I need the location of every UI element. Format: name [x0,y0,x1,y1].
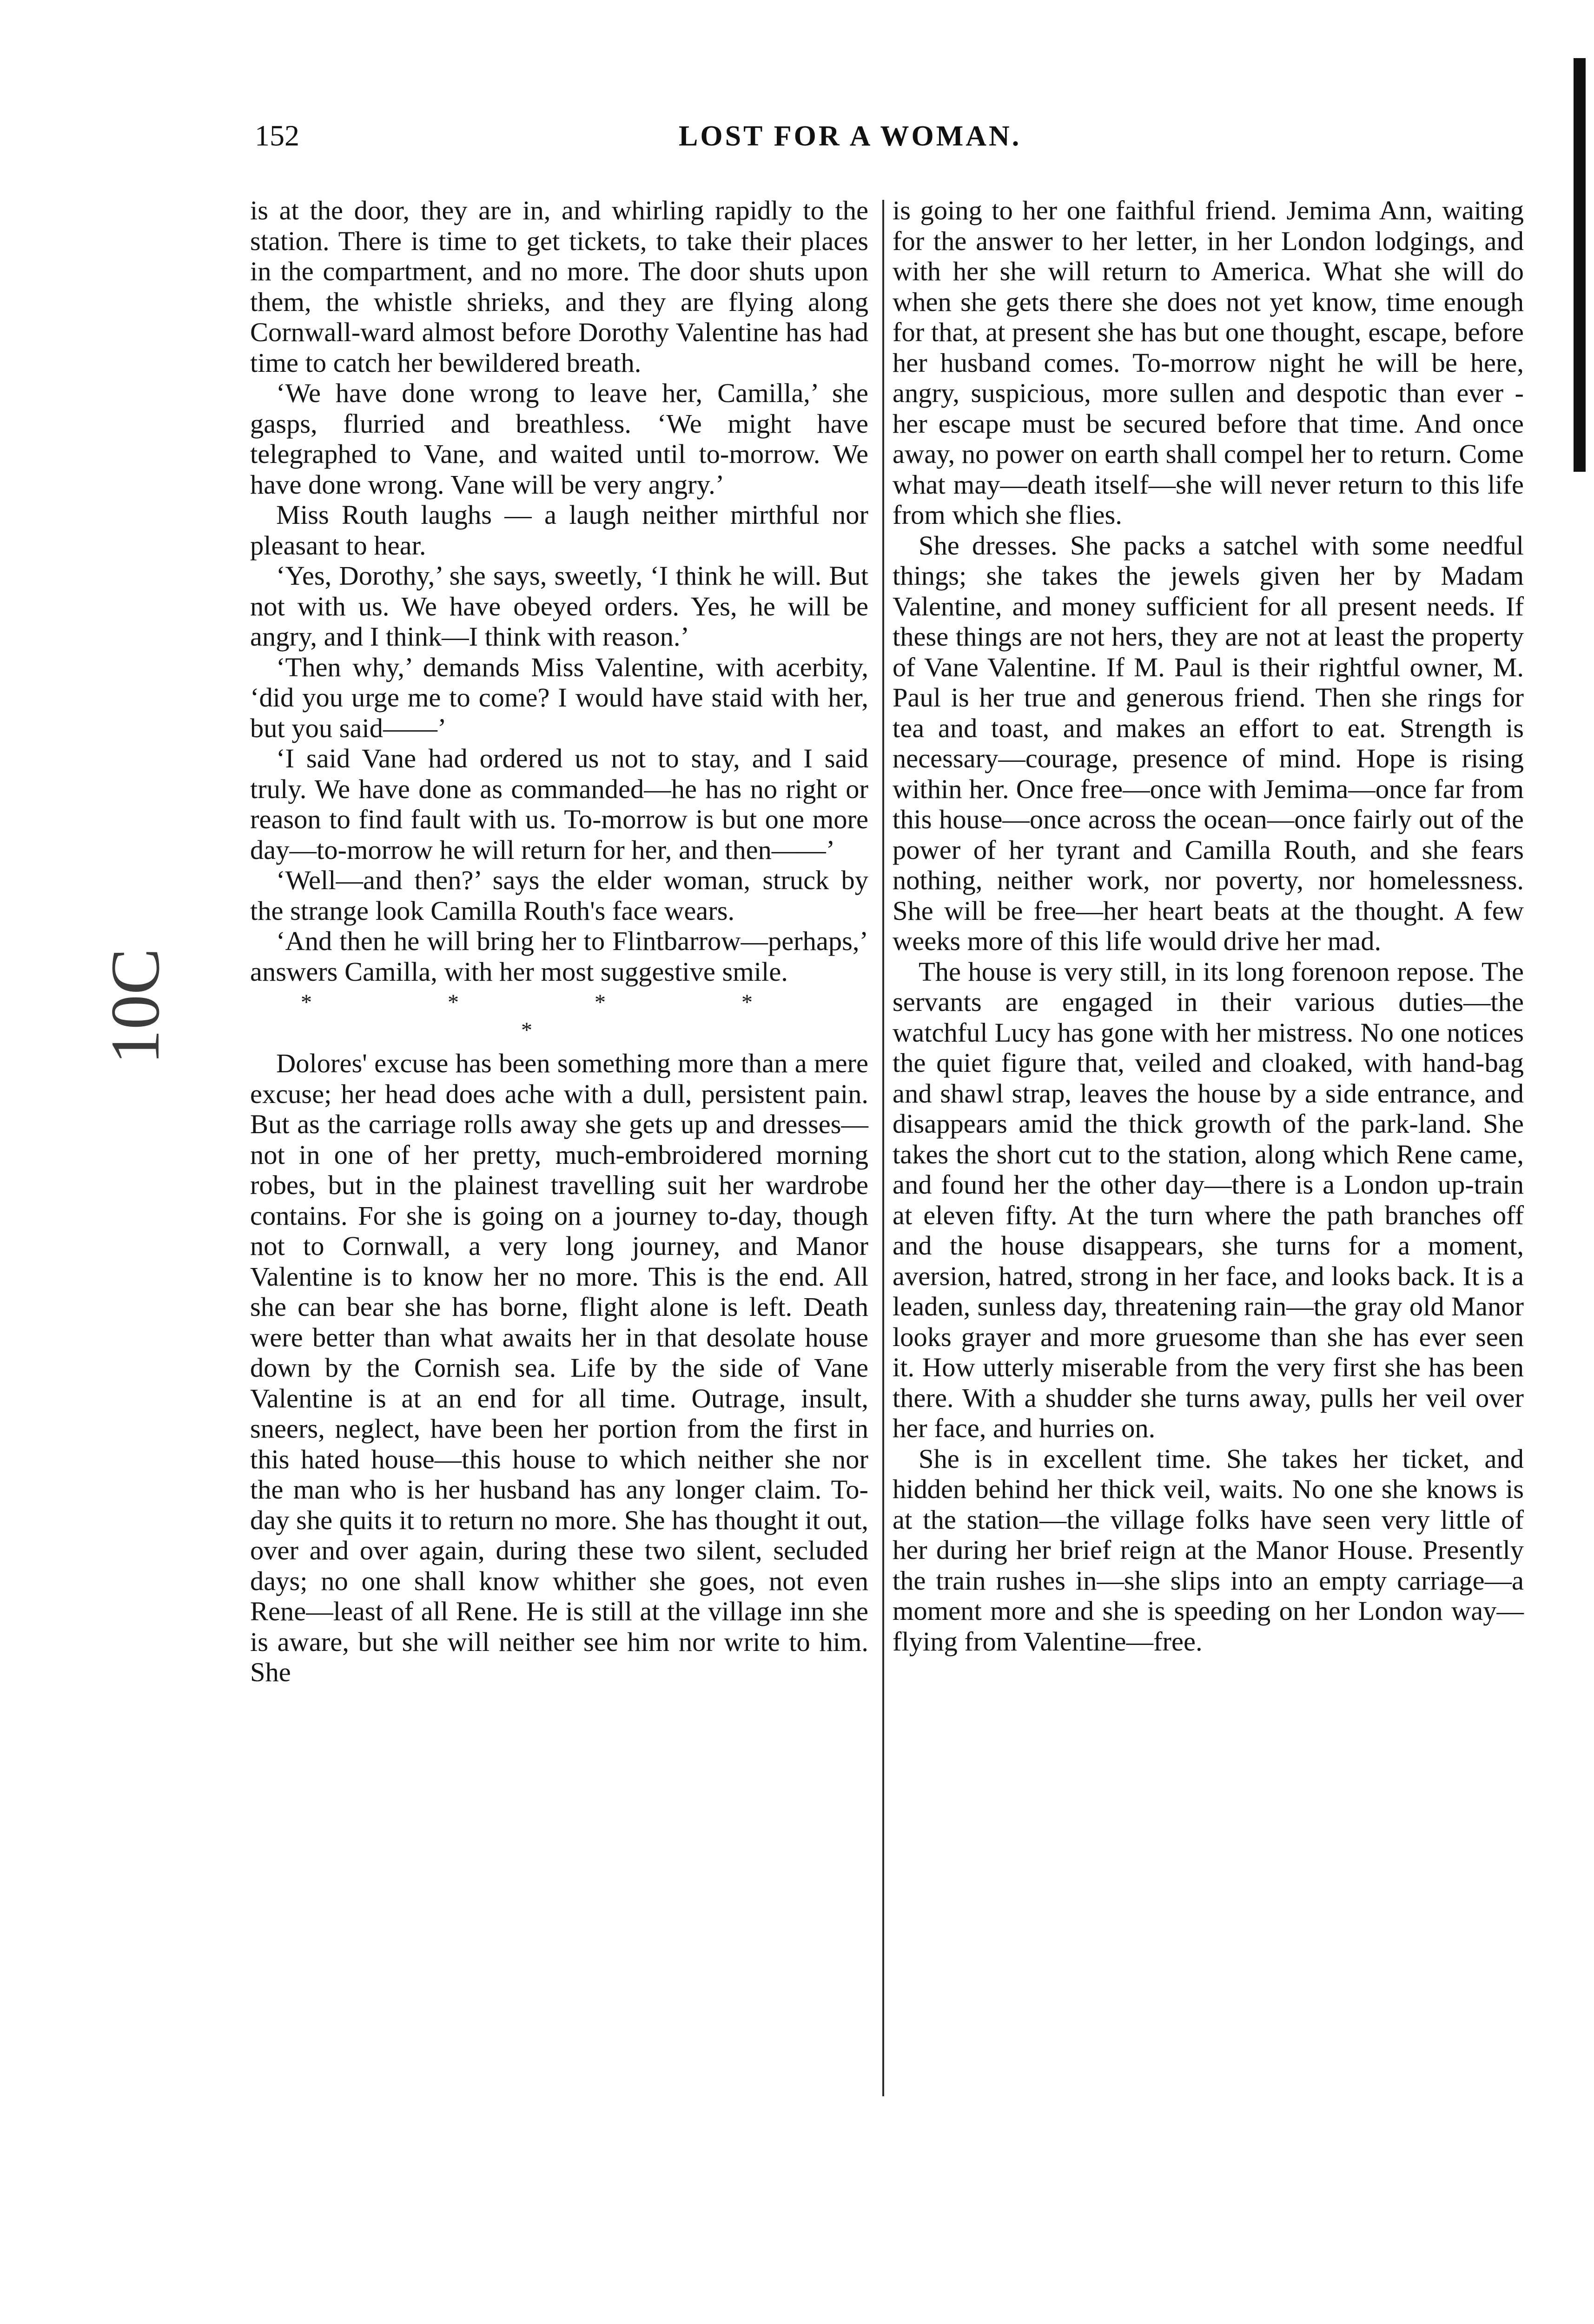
section-break: * * * * * [301,990,818,1043]
margin-stamp: 10C [97,948,174,1064]
paragraph: is going to her one faithful friend. Jemima Ann, waiting for the answer to her letter, in her London lodgings, and with her she will return to America. What she will do when she gets there she does not yet know, time enough for that, at present she has but one thought, escape, before her husband comes. To-morrow night he will be here, angry, suspicious, more sullen and despotic than ever - her escape must be secured before that time. And once away, no power on earth shall compel her to return. Come what may—death itself—she will never return to this life from which she flies. [893,195,1524,530]
paragraph: ‘Then why,’ demands Miss Valentine, with acerbity, ‘did you urge me to come? I would have staid with her, but you said——’ [250,652,868,743]
page-edge-bar [1574,58,1586,472]
paragraph: ‘Yes, Dorothy,’ she says, sweetly, ‘I think he will. But not with us. We have obeyed orders. Yes, he will be angry, and I think—I think with reason.’ [250,561,868,652]
paragraph: She is in excellent time. She takes her ticket, and hidden behind her thick veil, waits. No one she knows is at the station—the village folks have seen very little of her during her brief reign at the Manor House. Presently the train rushes in—she slips into an empty carriage—a moment more and she is speeding on her London way—flying from Valentine—free. [893,1443,1524,1657]
paragraph: The house is very still, in its long forenoon repose. The servants are engaged in their various duties—the watchful Lucy has gone with her mistress. No one notices the quiet figure that, veiled and cloaked, with hand-bag and shawl strap, leaves the house by a side entrance, and disappears amid the thick growth of the park-land. She takes the short cut to the station, along which Rene came, and found her the other day—there is a London up-train at eleven fifty. At the turn where the path branches off and the house disappears, she turns for a moment, aversion, hatred, strong in her face, and looks back. It is a leaden, sunless day, threatening rain—the gray old Manor looks grayer and more gruesome than she has ever seen it. How utterly miserable from the very first she has been there. With a shudder she turns away, pulls her veil over her face, and hurries on. [893,956,1524,1443]
paragraph: ‘I said Vane had ordered us not to stay, and I said truly. We have done as commanded—he has no right or reason to find fault with us. To-morrow is but one more day—to-morrow he will return for her, and then——’ [250,743,868,865]
paragraph: Dolores' excuse has been something more than a mere excuse; her head does ache with a dull, persistent pain. But as the carriage rolls away she gets up and dresses—not in one of her pretty, much-embroidered morning robes, but in the plainest travelling suit her wardrobe contains. For she is going on a journey to-day, though not to Cornwall, a very long journey, and Manor Valentine is to know her no more. This is the end. All she can bear she has borne, flight alone is left. Death were better than what awaits her in that desolate house down by the Cornish sea. Life by the side of Vane Valentine is at an end for all time. Outrage, insult, sneers, neglect, have been her portion from the first in this hated house—this house to which neither she nor the man who is her husband has any longer claim. To-day she quits it to return no more. She has thought it out, over and over again, during these two silent, secluded days; no one shall know whither she goes, not even Rene—least of all Rene. He is still at the village inn she is aware, but she will neither see him nor write to him. She [250,1048,868,1687]
right-column [893,195,1524,1657]
paragraph: is at the door, they are in, and whirling rapidly to the station. There is time to get tickets, to take their places in the compartment, and no more. The door shuts upon them, the whistle shrieks, and they are flying along Cornwall-ward almost before Dorothy Valentine has had time to catch her bewildered breath. [250,195,868,378]
page-number: 152 [255,119,299,152]
paragraph: ‘We have done wrong to leave her, Camilla,’ she gasps, flurried and breathless. ‘We might have telegraphed to Vane, and waited until to-morrow. We have done wrong. Vane will be very angry.’ [250,378,868,500]
paragraph: ‘Well—and then?’ says the elder woman, struck by the strange look Camilla Routh's face wears. [250,865,868,926]
column-divider [882,200,884,2096]
paragraph: Miss Routh laughs — a laugh neither mirthful nor pleasant to hear. [250,500,868,561]
running-title: LOST FOR A WOMAN. [679,120,1022,152]
left-column [250,195,868,1688]
paragraph: She dresses. She packs a satchel with some needful things; she takes the jewels given her by Madam Valentine, and money sufficient for all present needs. If these things are not hers, they are not at least the property of Vane Valentine. If M. Paul is their rightful owner, M. Paul is her true and generous friend. Then she rings for tea and toast, and makes an effort to eat. Strength is necessary—courage, presence of mind. Hope is rising within her. Once free—once with Jemima—once far from this house—once across the ocean—once fairly out of the power of her tyrant and Camilla Routh, and she fears nothing, neither work, nor poverty, nor homelessness. She will be free—her heart beats at the thought. A few weeks more of this life would drive her mad. [893,530,1524,956]
paragraph: ‘And then he will bring her to Flintbarrow—perhaps,’ answers Camilla, with her most suggestive smile. [250,926,868,987]
